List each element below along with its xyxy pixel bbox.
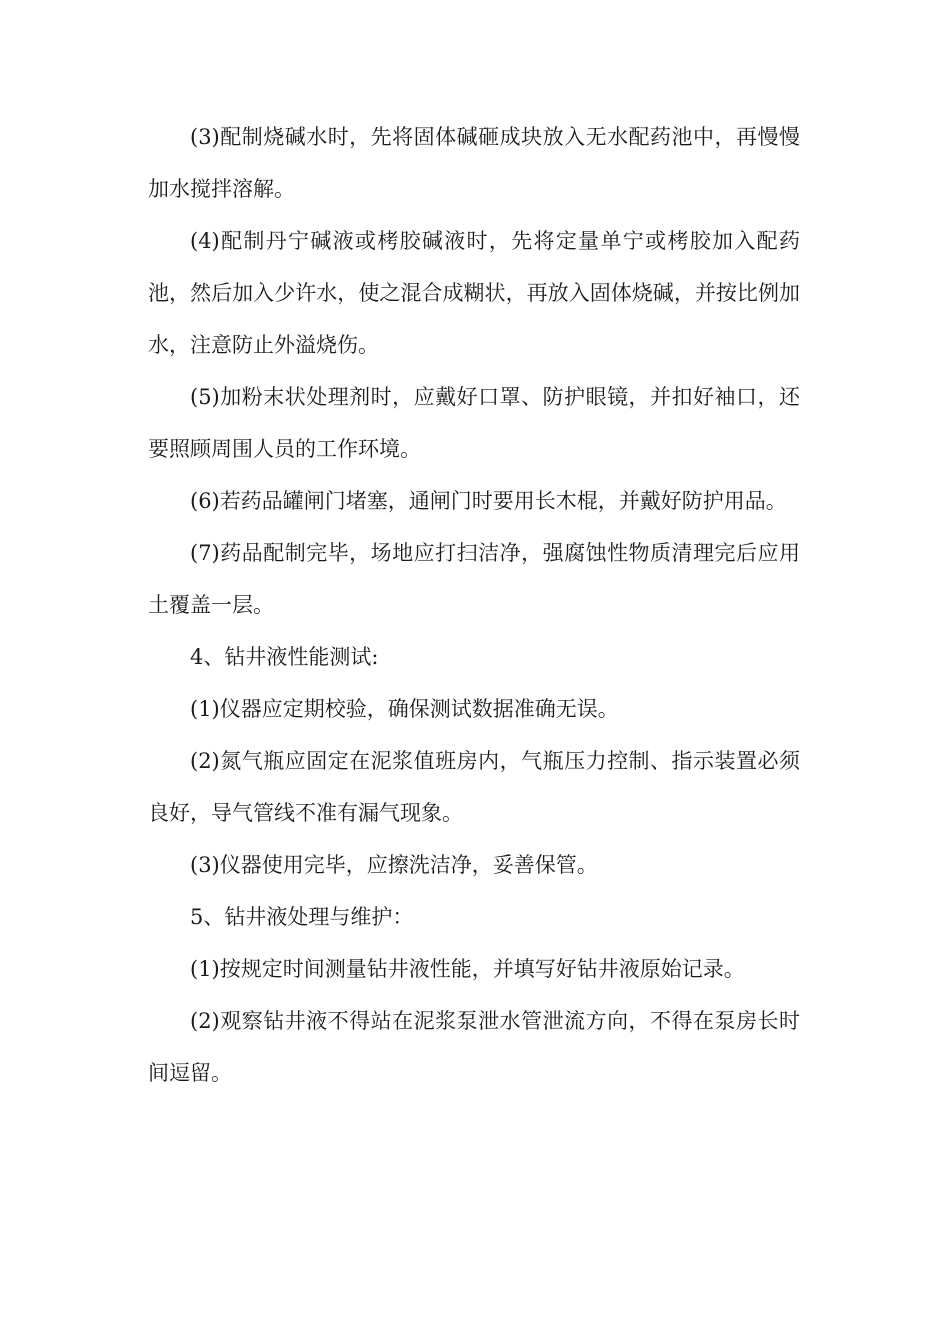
paragraph-item-2-observation: (2)观察钻井液不得站在泥浆泵泄水管泄流方向，不得在泵房长时间逗留。 xyxy=(148,1009,800,1085)
paragraph-item-7-cleanup: (7)药品配制完毕，场地应打扫洁净，强腐蚀性物质清理完后应用土覆盖一层。 xyxy=(148,541,800,617)
paragraph-item-3-caustic-soda: (3)配制烧碱水时，先将固体碱砸成块放入无水配药池中，再慢慢加水搅拌溶解。 xyxy=(148,125,800,201)
paragraph-item-4-tannin-alkali: (4)配制丹宁碱液或栲胶碱液时，先将定量单宁或栲胶加入配药池，然后加入少许水，使之混合成糊状，再放入固体烧碱，并按比例加水，注意防止外溢烧伤。 xyxy=(148,229,800,357)
paragraph-item-5-powder-agent: (5)加粉末状处理剂时，应戴好口罩、防护眼镜，并扣好袖口，还要照顾周围人员的工作环境。 xyxy=(148,385,800,461)
paragraph-item-1-measurement: (1)按规定时间测量钻井液性能，并填写好钻井液原始记录。 xyxy=(190,957,745,981)
paragraph-item-6-tank-gate: (6)若药品罐闸门堵塞，通闸门时要用长木棍，并戴好防护用品。 xyxy=(190,489,787,513)
paragraph-item-2-nitrogen-bottle: (2)氮气瓶应固定在泥浆值班房内，气瓶压力控制、指示装置必须良好，导气管线不准有漏气现象。 xyxy=(148,749,800,825)
paragraph-item-3-instrument-cleaning: (3)仪器使用完毕，应擦洗洁净，妥善保管。 xyxy=(190,853,598,877)
section-heading-4: 4、钻井液性能测试: xyxy=(190,645,379,669)
section-heading-5: 5、钻井液处理与维护： xyxy=(190,905,414,929)
document-body xyxy=(148,111,800,1099)
paragraph-item-1-calibration: (1)仪器应定期校验，确保测试数据准确无误。 xyxy=(190,697,619,721)
